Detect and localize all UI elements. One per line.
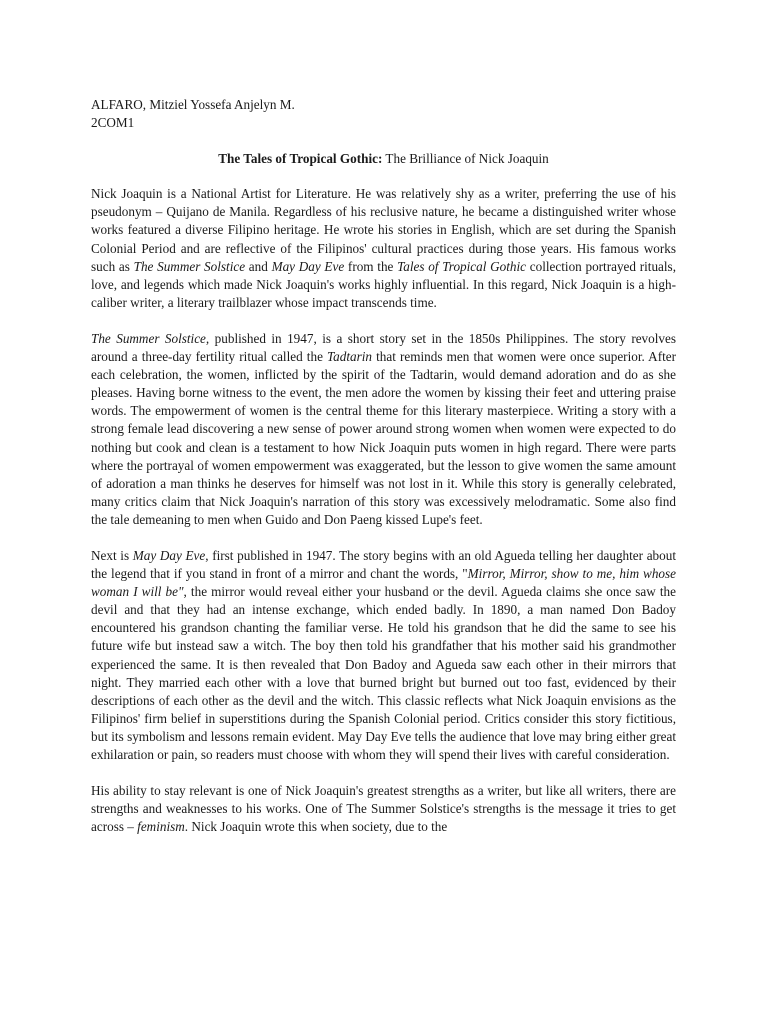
paragraph-intro <box>91 185 676 312</box>
p3-text-c: , the mirror would reveal either your husband or the devil. Agueda claims she once saw the devil and that they had an intense exchange, which ended badly. In 1890, a man named Don Badoy encountered his grandson chanting the familiar verse. He told his grandson that he did the same to see his future wife but instead saw a witch. The boy then told his grandfather that his mother said his grandmother experienced the same. It is then revealed that Don Badoy and Agueda saw each other in their mirrors that night. They married each other with a love that burned bright but burned out too fast, evidenced by their descriptions of each other as the devil and the witch. This classic reflects what Nick Joaquin envisions as the Filipinos' firm belief in superstitions during the Spanish Colonial period. Critics consider this story fictitious, but its symbolism and lessons remain evident. May Day Eve tells the audience that love may bring either great exhilaration or pain, so readers must choose with whom they will spend their lives with careful consideration. <box>91 584 677 762</box>
p4-italic-feminism: feminism <box>137 819 185 835</box>
author-name: ALFARO, Mitziel Yossefa Anjelyn M. <box>91 97 295 112</box>
p3-text-a: Next is <box>91 547 133 563</box>
p2-text-b: that reminds men that women were once superior. After each celebration, the women, inflicted by the spirit of the Tadtarin, would demand adoration and do as she pleases. Having borne witness to the event, the men adore the women by kissing their feet and uttering praise words. The empowerment of women is the central theme for this literary masterpiece. Writing a story with a strong female lead discovering a new sense of power around strong women when women were expected to do nothing but cook and clean is a testament to how Nick Joaquin puts women in high regard. There were parts where the portrayal of women empowerment was exaggerated, but the lesson to give women the same amount of adoration a man thinks he deserves for himself was not lost in it. While this story is generally celebrated, many critics claim that Nick Joaquin's narration of this story was excessively melodramatic. Some also find the tale demeaning to men when Guido and Don Paeng kissed Lupe's feet. <box>91 349 676 527</box>
p1-italic-may-day-eve: May Day Eve <box>271 258 345 274</box>
paragraph-may-day-eve <box>91 547 676 764</box>
paragraph-strengths <box>91 782 676 836</box>
p1-italic-summer-solstice: The Summer Solstice <box>133 258 246 274</box>
p1-text-a: Nick Joaquin is a National Artist for Literature. He was relatively shy as a writer, preferring the use of his pseudonym – Quijano de Manila. Regardless of his reclusive nature, he became a distinguished writer whose works featured a diverse Filipino heritage. He wrote his stories in English, which are set during the Spanish Colonial Period and are reflective of the Filipinos' cultural practices during those years. His famous works such as <box>91 186 676 274</box>
essay-title-bold: The Tales of Tropical Gothic: <box>218 151 383 167</box>
p4-text-b: . Nick Joaquin wrote this when society, due to the <box>184 819 448 835</box>
p2-italic-tadtarin: Tadtarin <box>327 349 373 365</box>
author-block <box>91 96 676 132</box>
p4-text-a: His ability to stay relevant is one of Nick Joaquin's greatest strengths as a writer, but like all writers, there are strengths and weaknesses to his works. One of The Summer Solstice's strengths is the message it tries to get across – <box>91 783 676 835</box>
p2-text-a: published in 1947, is a short story set in the 1850s Philippines. The story revolves around a three-day fertility ritual called the <box>91 330 676 365</box>
p1-text-d: collection portrayed rituals, love, and legends which made Nick Joaquin's works highly influential. In this regard, Nick Joaquin is a high-caliber writer, a literary trailblazer whose impact transcends time. <box>91 258 676 310</box>
p3-italic-chant: Mirror, Mirror, show to me, him whose woman I will be" <box>91 566 676 600</box>
essay-title <box>91 150 676 168</box>
p3-text-b: , first published in 1947. The story begins with an old Agueda telling her daughter about the legend that if you stand in front of a mirror and chant the words, " <box>91 547 677 582</box>
p1-italic-tales: Tales of Tropical Gothic <box>397 258 527 274</box>
p1-text-b: and <box>245 258 272 274</box>
author-section: 2COM1 <box>91 115 135 131</box>
essay-title-rest: The Brilliance of Nick Joaquin <box>382 151 549 167</box>
p2-italic-title: The Summer Solstice, <box>91 330 210 346</box>
p3-italic-title: May Day Eve <box>132 547 206 563</box>
p1-text-c: from the <box>344 258 398 274</box>
paragraph-summer-solstice <box>91 330 676 529</box>
